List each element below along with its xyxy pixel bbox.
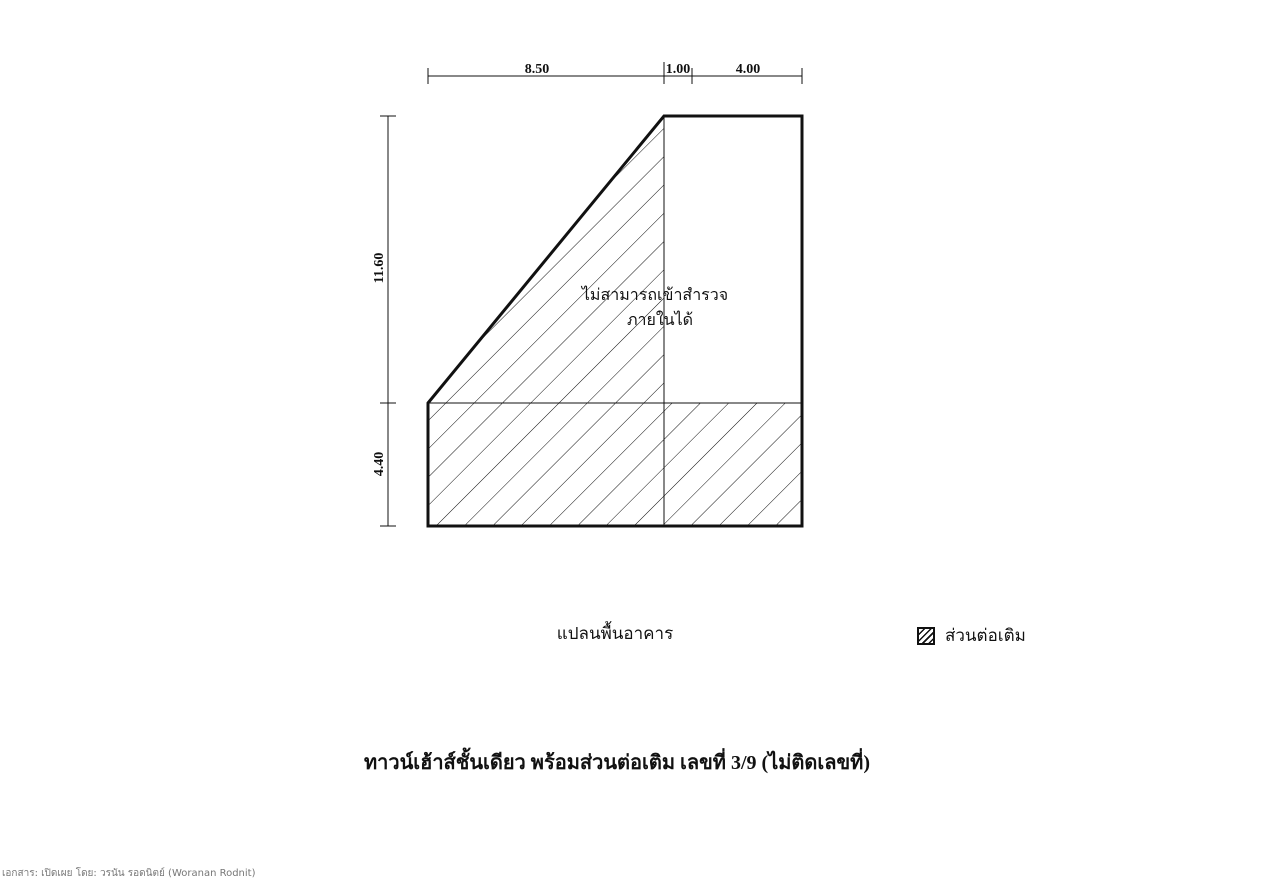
- dim-top-1-00: 1.00: [665, 62, 691, 77]
- dim-top-8-50: 8.50: [524, 62, 550, 77]
- plan-caption: แปลนพื้นอาคาร: [556, 624, 674, 643]
- extension-hatch-front: [664, 403, 802, 526]
- drawing-title: ทาวน์เฮ้าส์ชั้นเดียว พร้อมส่วนต่อเติม เลขที่ 3/9 (ไม่ติดเลขที่): [363, 752, 871, 774]
- legend: [917, 622, 1026, 649]
- inaccessible-note-line1: ไม่สามารถเข้าสำรวจ: [581, 287, 729, 304]
- dim-top-4-00: 4.00: [735, 62, 761, 77]
- inaccessible-note-line2: ภายในได้: [626, 312, 694, 329]
- legend-label: ส่วนต่อเติม: [945, 626, 1026, 645]
- dim-left-11-60: 11.60: [372, 252, 387, 284]
- document-credit: เอกสาร: เปิดเผย โดย: วรนัน รอดนิตย์ (Woranan Rodnit): [2, 868, 256, 879]
- hatch-swatch-icon: [917, 627, 935, 645]
- dim-left-4-40: 4.40: [372, 451, 387, 477]
